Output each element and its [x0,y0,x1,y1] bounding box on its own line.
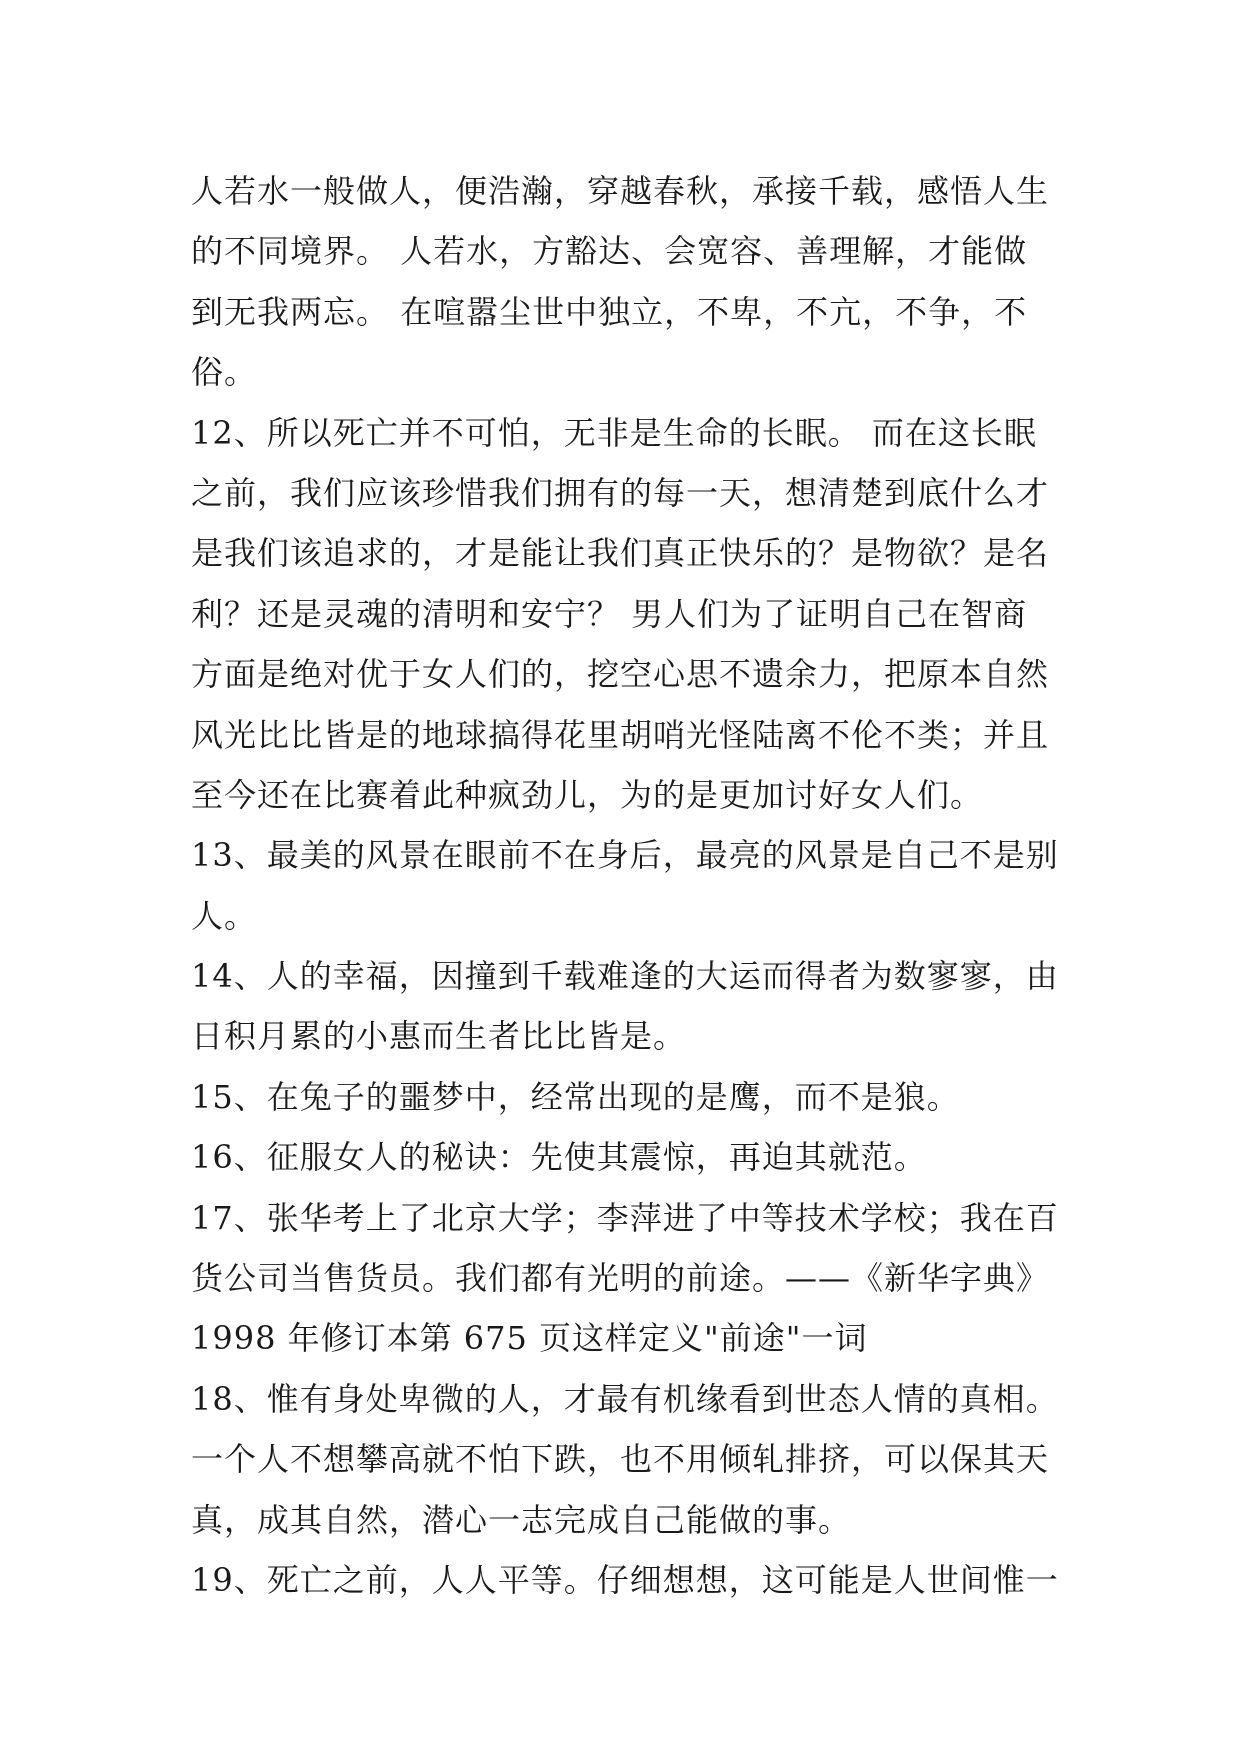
text-line: 真，成其自然，潜心一志完成自己能做的事。 [191,1500,852,1539]
text-line: 18、惟有身处卑微的人，才最有机缘看到世态人情的真相。 [191,1379,1059,1418]
text-line: 的不同境界。 人若水，方豁达、会宽容、善理解，才能做 [191,232,1028,271]
text-line: 俗。 [191,353,258,392]
text-line: 16、征服女人的秘诀：先使其震惊，再迫其就范。 [191,1138,927,1177]
text-line: 到无我两忘。 在喧嚣尘世中独立，不卑，不亢，不争，不 [191,292,1028,331]
text-line: 1998 年修订本第 675 页这样定义"前途"一词 [191,1319,868,1358]
text-line: 13、最美的风景在眼前不在身后，最亮的风景是自己不是别 [191,836,1059,875]
text-line: 方面是绝对优于女人们的，挖空心思不遗余力，把原本自然 [191,655,1050,694]
text-line: 至今还在比赛着此种疯劲儿，为的是更加讨好女人们。 [191,775,984,814]
text-line: 人若水一般做人，便浩瀚，穿越春秋，承接千载，感悟人生 [191,172,1050,210]
text-line: 人。 [191,896,258,935]
text-line: 风光比比皆是的地球搞得花里胡哨光怪陆离不伦不类；并且 [191,715,1050,754]
text-line: 15、在兔子的噩梦中，经常出现的是鹰，而不是狼。 [191,1077,960,1116]
text-line: 12、所以死亡并不可怕，无非是生命的长眠。 而在这长眠 [191,413,1037,452]
text-line: 一个人不想攀高就不怕下跌，也不用倾轧排挤，可以保其天 [191,1440,1050,1479]
text-line: 日积月累的小惠而生者比比皆是。 [191,1017,687,1056]
body-text [191,161,1071,1610]
text-line: 货公司当售货员。我们都有光明的前途。——《新华字典》 [191,1259,1050,1298]
text-line: 是我们该追求的，才是能让我们真正快乐的？是物欲？是名 [191,534,1050,573]
text-line: 19、死亡之前，人人平等。仔细想想，这可能是人世间惟一 [191,1560,1059,1599]
text-line: 之前，我们应该珍惜我们拥有的每一天，想清楚到底什么才 [191,473,1050,512]
text-line: 利？还是灵魂的清明和安宁？ 男人们为了证明自己在智商 [191,594,1028,633]
text-line: 14、人的幸福，因撞到千载难逢的大运而得者为数寥寥，由 [191,957,1059,996]
text-line: 17、张华考上了北京大学；李萍进了中等技术学校；我在百 [191,1198,1059,1237]
